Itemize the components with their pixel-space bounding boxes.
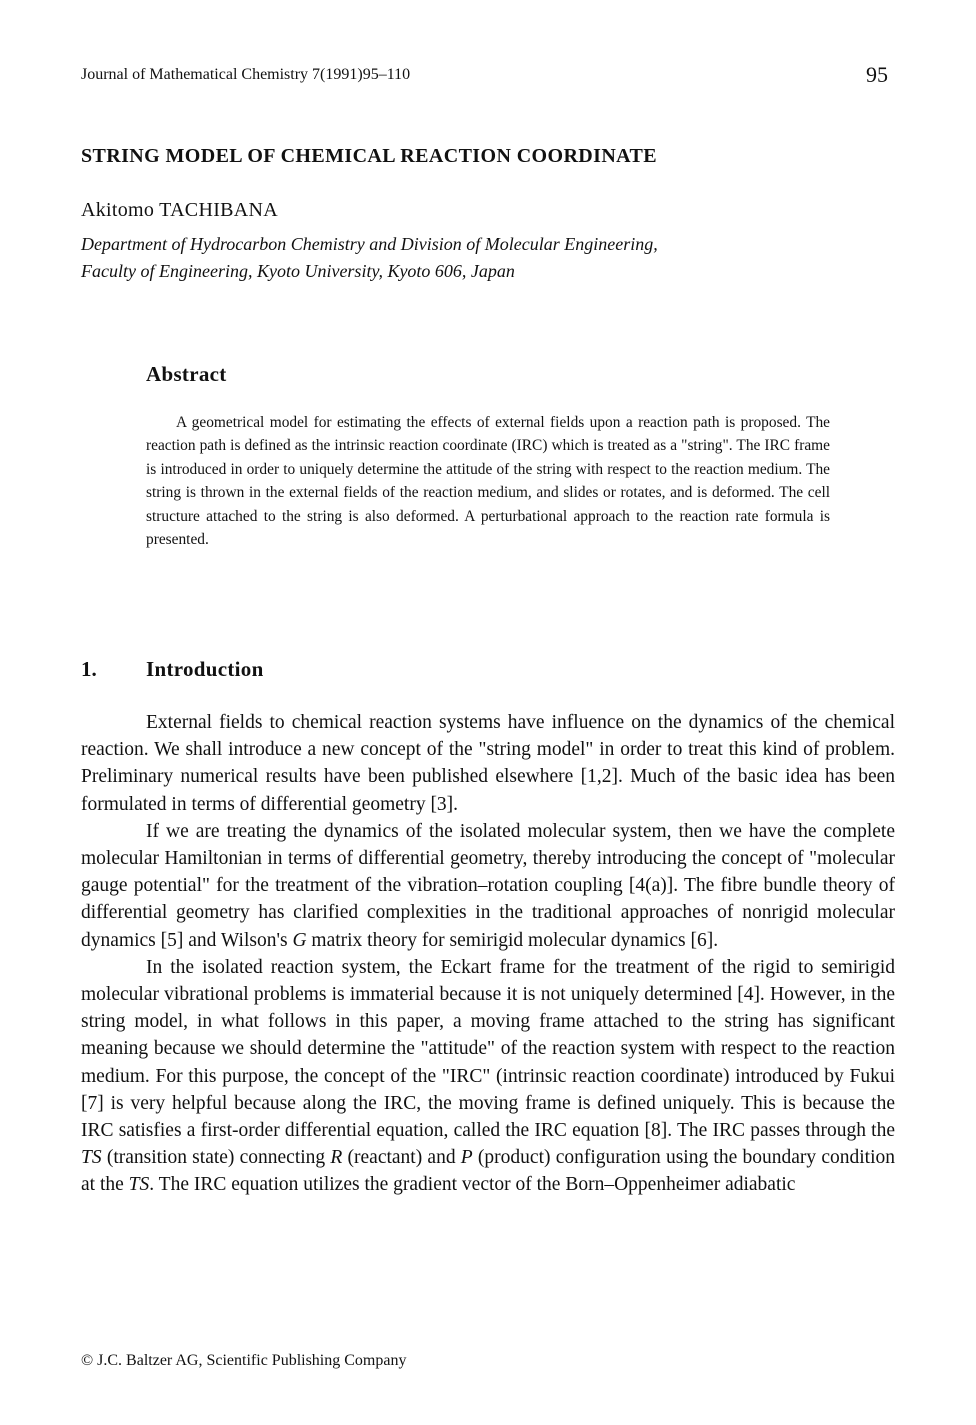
symbol-p: P [460, 1147, 473, 1169]
copyright-notice: © J.C. Baltzer AG, Scientific Publishing Company [81, 1352, 407, 1369]
symbol-ts-2: TS [128, 1174, 150, 1196]
paragraph-2 [81, 818, 895, 954]
paragraph-1: External fields to chemical reaction systems have influence on the dynamics of the chemical reaction. We shall introduce a new concept of the "string model" in order to treat this kind of problem. Preliminary numerical results have been published elsewhere [1,2]. Much of the basic idea has been formulated in terms of differential geometry [3]. [81, 712, 895, 815]
symbol-r: R [330, 1147, 343, 1169]
paper-title: STRING MODEL OF CHEMICAL REACTION COORDINATE [81, 145, 657, 167]
section-number: 1. [81, 657, 97, 681]
paragraph-3-text-d: (product) configuration using the boundary condition at the [81, 1147, 895, 1196]
author-name: Akitomo TACHIBANA [81, 199, 279, 221]
affiliation-line-2: Faculty of Engineering, Kyoto University, Kyoto 606, Japan [81, 261, 515, 281]
paragraph-2-text-b: matrix theory for semirigid molecular dynamics [6]. [306, 929, 719, 951]
paragraph-3-text-b: (transition state) connecting [101, 1147, 331, 1169]
introduction-body [81, 709, 895, 1199]
symbol-G: G [292, 929, 307, 951]
affiliation-line-1: Department of Hydrocarbon Chemistry and Division of Molecular Engineering, [81, 234, 658, 254]
page-number: 95 [866, 62, 888, 87]
paragraph-3 [81, 954, 895, 1199]
affiliation [81, 231, 911, 285]
section-title: Introduction [146, 657, 264, 681]
journal-citation: Journal of Mathematical Chemistry 7(1991)95–110 [81, 66, 411, 83]
paragraph-2-text-a: If we are treating the dynamics of the isolated molecular system, then we have the complete molecular Hamiltonian in terms of differential geometry, thereby introducing the concept of "molecular gauge potential" for the treatment of the vibration–rotation coupling [4(a)]. The fibre bundle theory of differential geometry has clarified complexities in the traditional approaches of nonrigid molecular dynamics [5] and Wilson's [81, 820, 895, 951]
abstract-text: A geometrical model for estimating the effects of external fields upon a reaction path is proposed. The reaction path is defined as the intrinsic reaction coordinate (IRC) which is treated as a "string". The IRC frame is introduced in order to uniquely determine the attitude of the string with respect to the reaction medium. The string is thrown in the external fields of the reaction medium, and slides or rotates, and is deformed. The cell structure attached to the string is also deformed. A perturbational approach to the reaction rate formula is presented. [146, 414, 830, 549]
paragraph-3-text-a: In the isolated reaction system, the Eckart frame for the treatment of the rigid to semirigid molecular vibrational problems is immaterial because it is not uniquely determined [4]. However, in the string model, in what follows in this paper, a moving frame attached to the string has significant meaning because we should determine the "attitude" of the reaction system with respect to the reaction medium. For this purpose, the concept of the "IRC" (intrinsic reaction coordinate) introduced by Fukui [7] is very helpful because along the IRC, the moving frame is defined uniquely. This is because the IRC satisfies a first-order differential equation, called the IRC equation [8]. The IRC passes through the [81, 956, 895, 1142]
paragraph-3-text-c: (reactant) and [342, 1147, 461, 1169]
symbol-ts: TS [81, 1147, 102, 1169]
paragraph-3-text-e: . The IRC equation utilizes the gradient vector of the Born–Oppenheimer adiabatic [149, 1174, 796, 1196]
abstract-heading: Abstract [146, 362, 227, 386]
